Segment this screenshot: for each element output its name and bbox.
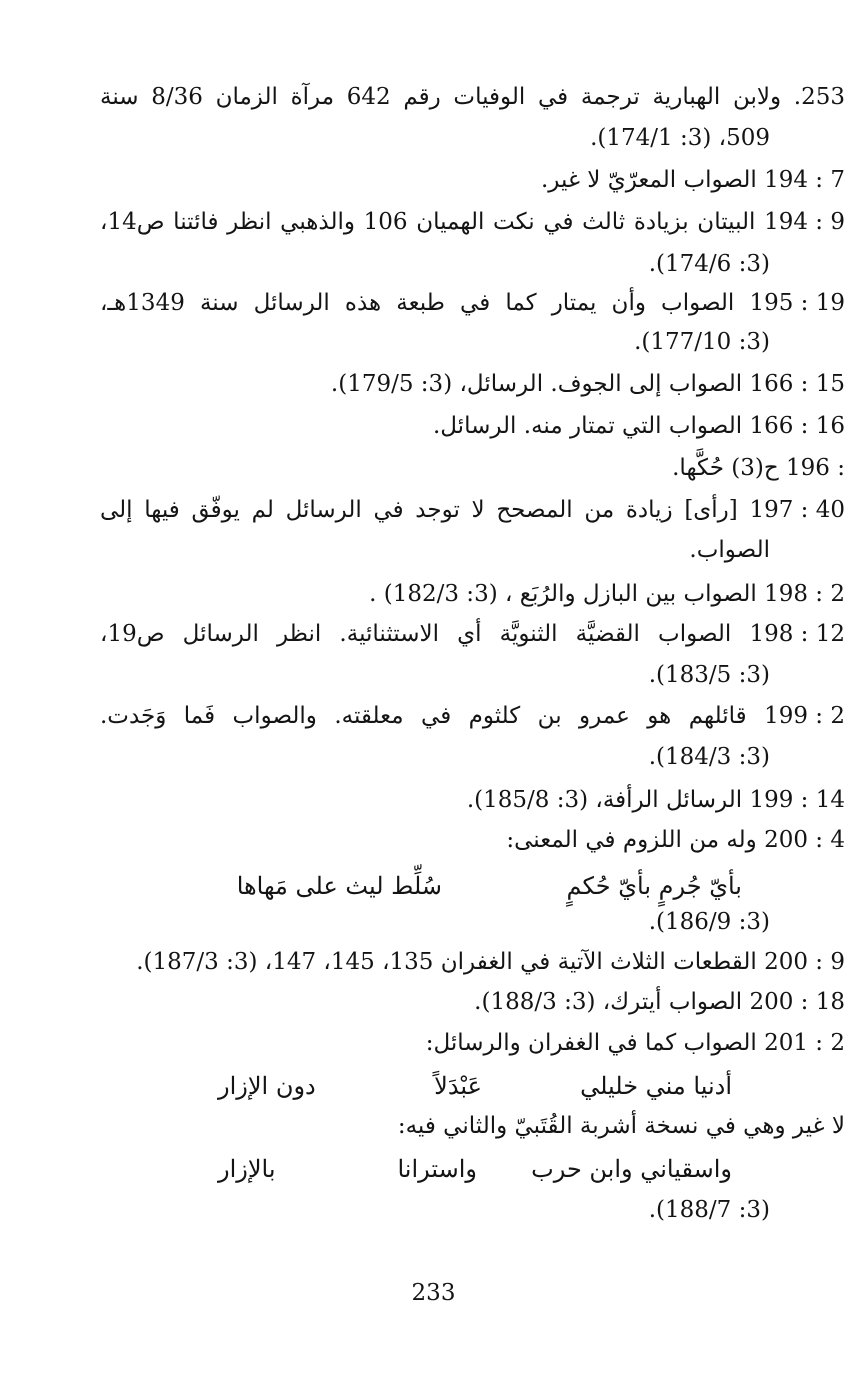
line-reference: 200 : 9	[764, 949, 845, 975]
line-reference: 197 : 40	[749, 497, 845, 523]
note-line	[100, 696, 845, 736]
verse-second-hemistich-end: دون الإزار	[218, 1072, 316, 1100]
line-reference: 198 : 12	[749, 621, 845, 647]
note-line	[100, 202, 845, 242]
note-text: الصواب كما في الغفران والرسائل:	[425, 1030, 757, 1056]
verse-second-hemistich-part: عَبْدَلاً	[434, 1072, 482, 1100]
verse-first-hemistich: بأيّ جُرمٍ بأيّ حُكمٍ	[566, 872, 742, 900]
note-text: الصواب التي تمتار منه. الرسائل.	[432, 413, 743, 439]
note-line: (3: 183/5).	[648, 662, 770, 688]
note-line	[100, 780, 845, 820]
note-line	[100, 820, 845, 860]
note-line: (3: 186/9).	[648, 909, 770, 935]
note-line: الصواب.	[689, 537, 770, 563]
note-line: (3: 184/3).	[648, 744, 770, 770]
line-reference: 166 : 16	[749, 413, 845, 439]
note-line: 509، (3: 174/1).	[590, 125, 770, 151]
verse-first-hemistich: واسقياني وابن حرب	[531, 1155, 732, 1183]
note-line	[100, 283, 845, 323]
note-line	[100, 490, 845, 530]
note-text: الصواب القضيَّة الثنويَّة أي الاستثنائية. انظر الرسائل ص19،	[100, 621, 732, 647]
note-line: (3: 177/10).	[634, 329, 770, 355]
note-text: الرسائل الرأفة، (3: 185/8).	[466, 787, 743, 813]
note-line	[100, 1023, 845, 1063]
note-text: [رأى] زيادة من المصحح لا توجد في الرسائل لم يوفّق فيها إلى	[100, 497, 738, 523]
note-text: الصواب بين البازل والرُبَع ، (3: 182/3) .	[369, 581, 757, 607]
verse-second-hemistich-end: بالإزار	[218, 1155, 276, 1183]
note-line	[100, 406, 845, 446]
note-line: لا غير وهي في نسخة أشربة القُتَبيّ والثاني فيه:	[397, 1113, 845, 1139]
note-line	[100, 942, 845, 982]
note-line	[100, 160, 845, 200]
line-reference: 201 : 2	[764, 1030, 845, 1056]
note-line	[100, 574, 845, 614]
line-reference: 199 : 2	[764, 703, 845, 729]
note-line: (3: 188/7).	[648, 1197, 770, 1223]
verse-second-hemistich: سُلِّط ليث على مَهاها	[236, 872, 442, 900]
note-text: الصواب المعرّيّ لا غير.	[541, 167, 757, 193]
note-line: (3: 174/6).	[648, 251, 770, 277]
note-text: الصواب وأن يمتار كما في طبعة هذه الرسائل سنة 1349هـ،	[100, 290, 735, 316]
note-line	[100, 448, 845, 488]
line-reference: 195 : 19	[749, 290, 845, 316]
note-text: البيتان بزيادة ثالث في نكت الهميان 106 والذهبي انظر فائتنا ص14،	[100, 209, 756, 235]
line-reference: 200 : 18	[749, 989, 845, 1015]
note-line: 253. ولابن الهبارية ترجمة في الوفيات رقم 642 مرآة الزمان 8/36 سنة	[100, 84, 845, 110]
note-text: وله من اللزوم في المعنى:	[506, 827, 757, 853]
note-line	[100, 614, 845, 654]
note-text: القطعات الثلاث الآتية في الغفران 135، 145، 147، (3: 187/3).	[136, 949, 757, 975]
note-text: قائلهم هو عمرو بن كلثوم في معلقته. والصواب فَما وَجَدت.	[100, 703, 747, 729]
line-reference: 166 : 15	[749, 371, 845, 397]
verse-second-hemistich-part: واسترانا	[397, 1155, 477, 1183]
note-text: الصواب أيترك، (3: 188/3).	[474, 989, 743, 1015]
line-reference: 196 :	[786, 455, 845, 481]
note-line	[100, 364, 845, 404]
note-line	[100, 982, 845, 1022]
line-reference: 198 : 2	[764, 581, 845, 607]
line-reference: 199 : 14	[749, 787, 845, 813]
verse-first-hemistich: أدنيا مني خليلي	[580, 1072, 732, 1100]
note-text: الصواب إلى الجوف. الرسائل، (3: 179/5).	[330, 371, 743, 397]
line-reference: 194 : 7	[764, 167, 845, 193]
page-number: 233	[411, 1280, 456, 1306]
line-reference: 194 : 9	[764, 209, 845, 235]
note-text: ح(3) حُكَّها.	[672, 455, 779, 481]
line-reference: 200 : 4	[764, 827, 845, 853]
